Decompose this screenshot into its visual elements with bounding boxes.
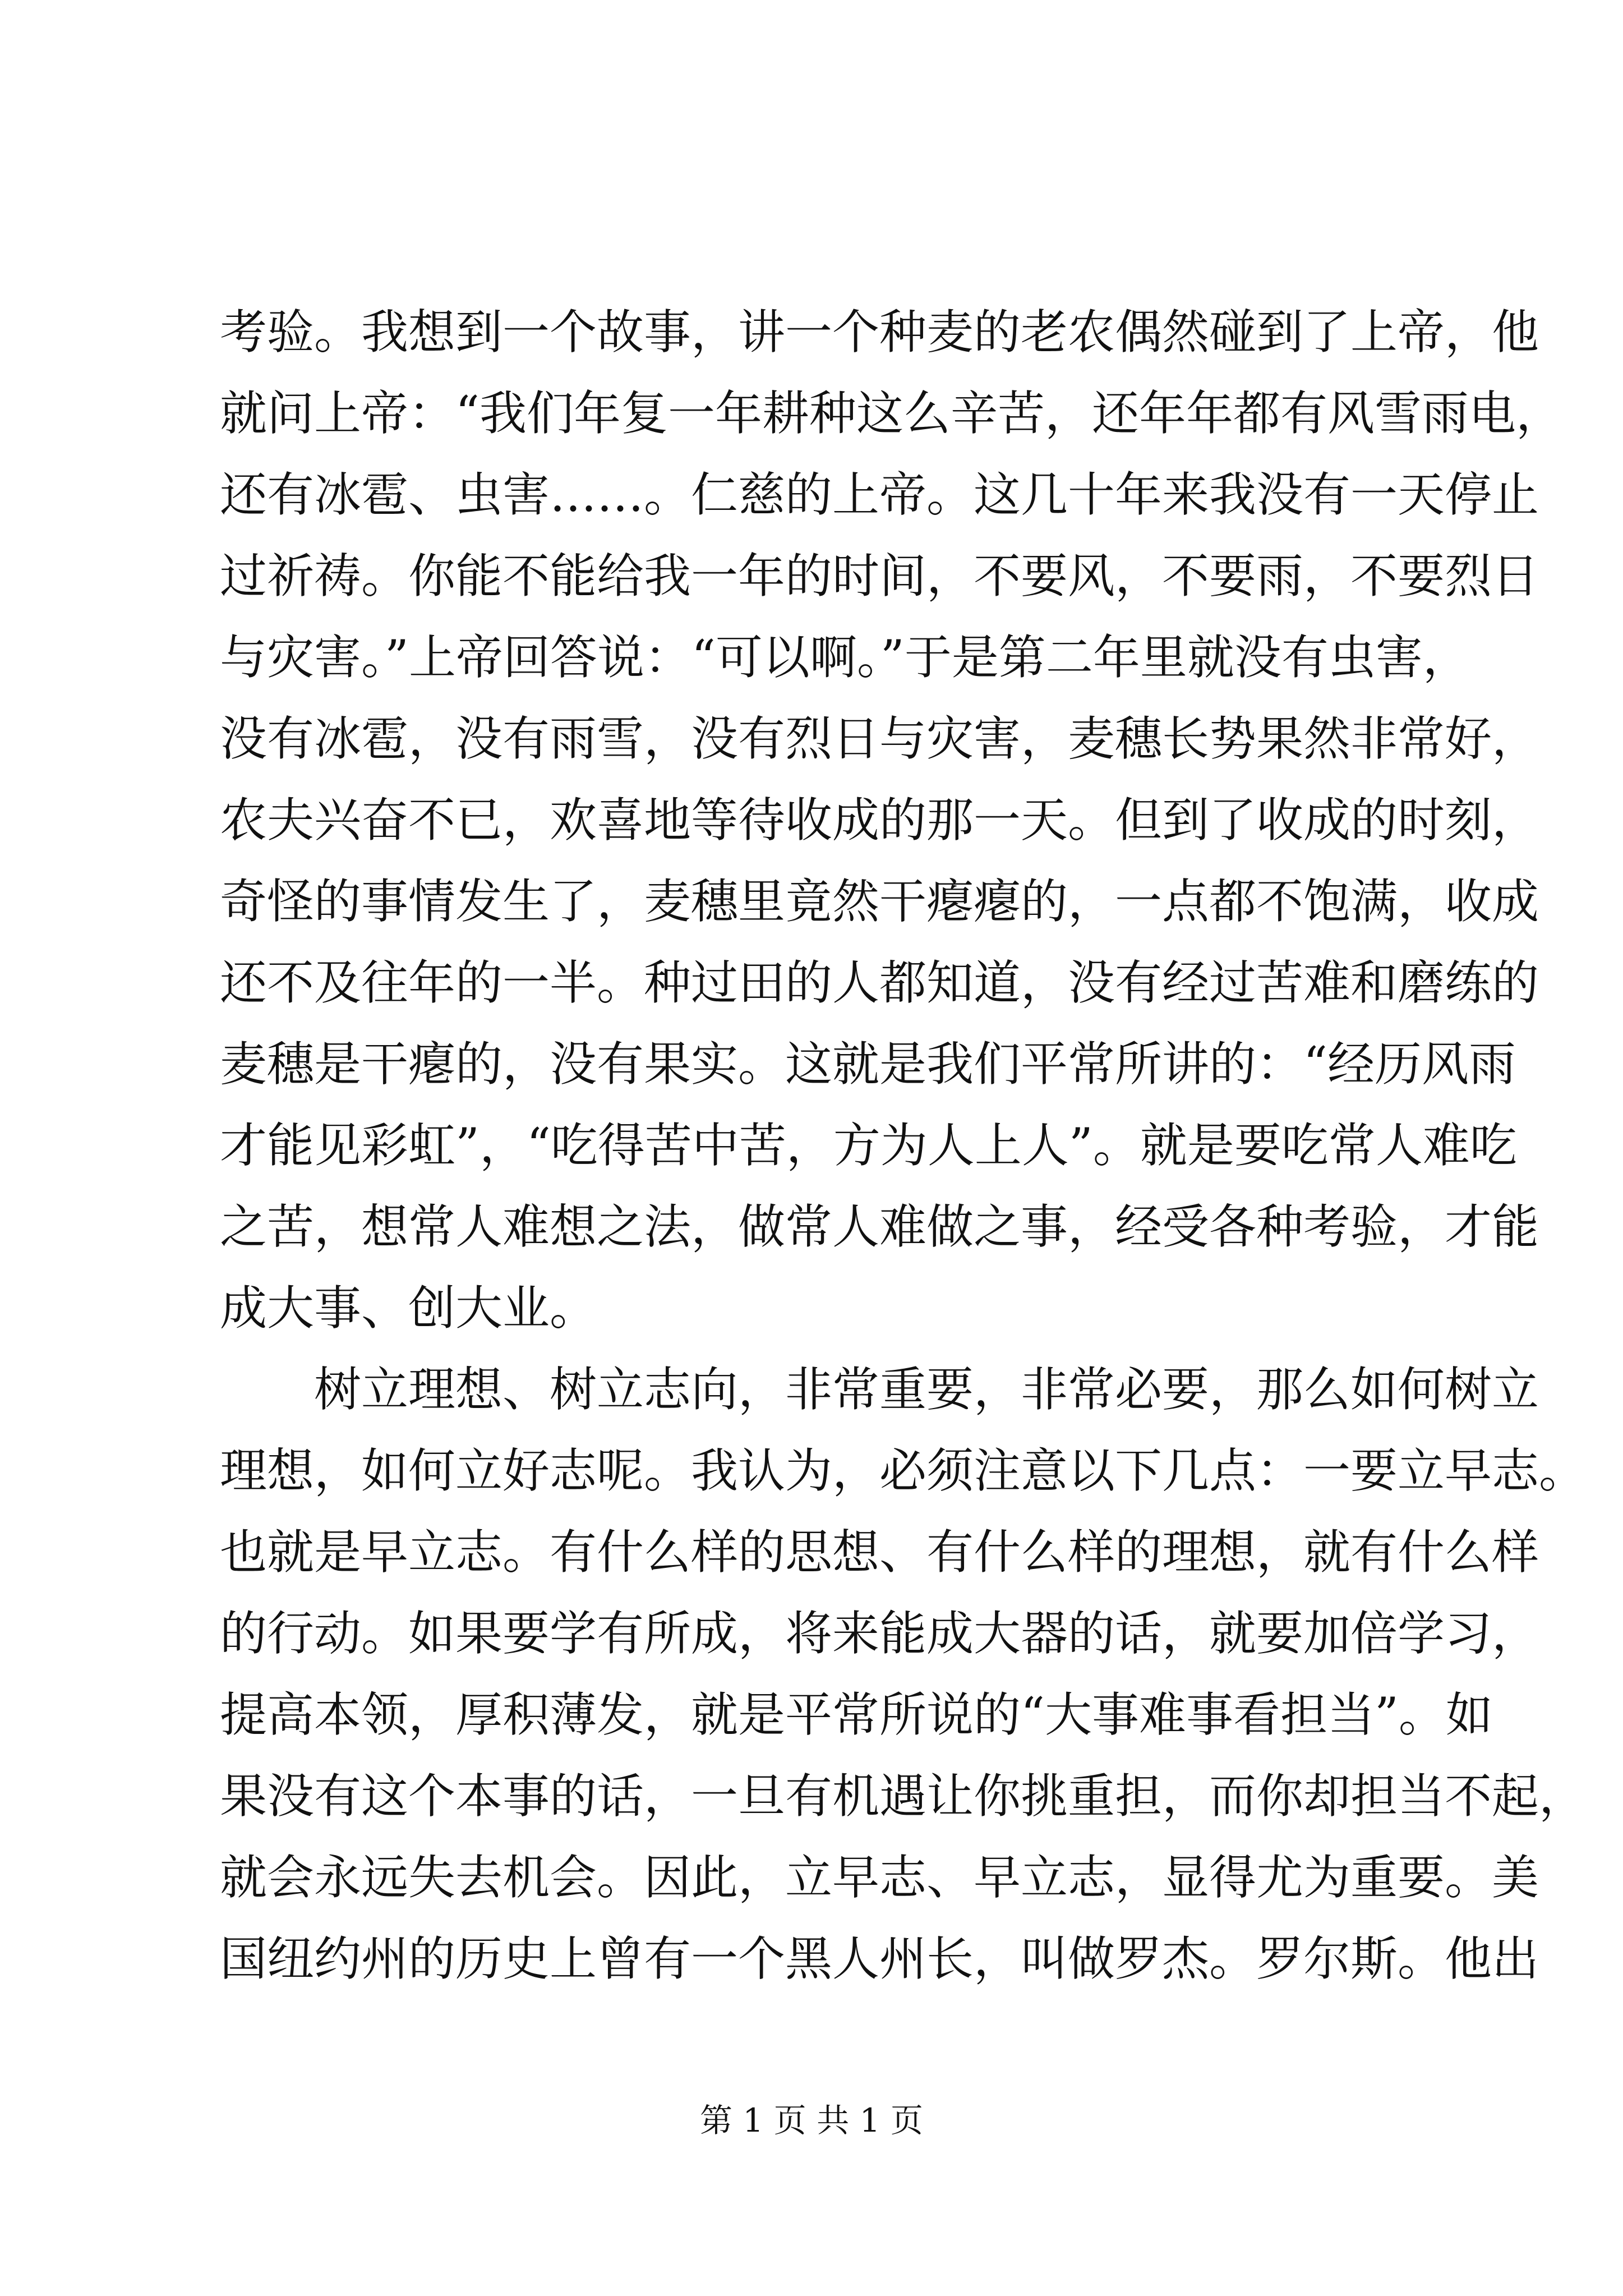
page-indicator: 第 1 页 共 1 页 [700, 2101, 923, 2139]
paragraph-line: 还有冰雹、虫害……。仁慈的上帝。这几十年来我没有一天停止 [220, 467, 1539, 522]
paragraph-line: 麦穗是干瘪的，没有果实。这就是我们平常所讲的：“经历风雨 [220, 1037, 1516, 1092]
paragraph-line: 农夫兴奋不已，欢喜地等待收成的那一天。但到了收成的时刻， [220, 793, 1539, 848]
paragraph-line: 还不及往年的一半。种过田的人都知道，没有经过苦难和磨练的 [220, 955, 1539, 1010]
paragraph-line: 树立理想、树立志向，非常重要，非常必要，那么如何树立 [314, 1362, 1539, 1417]
paragraph-line: 与灾害。”上帝回答说：“可以啊。”于是第二年里就没有虫害， [220, 630, 1470, 685]
paragraph-line: 奇怪的事情发生了，麦穗里竟然干瘪瘪的，一点都不饱满，收成 [220, 874, 1539, 929]
paragraph-line: 成大事、创大业。 [220, 1281, 597, 1336]
paragraph-line: 就会永远失去机会。因此，立早志、早立志，显得尤为重要。美 [220, 1850, 1539, 1905]
paragraph-line: 提高本领，厚积薄发，就是平常所说的“大事难事看担当”。如 [220, 1687, 1493, 1742]
document-body [220, 292, 1587, 2000]
paragraph-line: 没有冰雹，没有雨雪，没有烈日与灾害，麦穗长势果然非常好， [220, 711, 1539, 766]
paragraph-line: 过祈祷。你能不能给我一年的时间，不要风，不要雨，不要烈日 [220, 549, 1539, 604]
page-footer [0, 2098, 1623, 2143]
paragraph-line: 考验。我想到一个故事，讲一个种麦的老农偶然碰到了上帝，他 [220, 305, 1539, 360]
paragraph-line: 也就是早立志。有什么样的思想、有什么样的理想，就有什么样 [220, 1525, 1539, 1580]
paragraph-line: 的行动。如果要学有所成，将来能成大器的话，就要加倍学习， [220, 1606, 1539, 1661]
paragraph-line: 就问上帝：“我们年复一年耕种这么辛苦，还年年都有风雪雨电， [220, 386, 1563, 441]
paragraph-line: 之苦，想常人难想之法，做常人难做之事，经受各种考验，才能 [220, 1199, 1539, 1254]
paragraph-line: 果没有这个本事的话，一旦有机遇让你挑重担，而你却担当不起， [220, 1769, 1587, 1824]
paragraph-line: 才能见彩虹”，“吃得苦中苦，方为人上人”。就是要吃常人难吃 [220, 1118, 1517, 1173]
paragraph-line: 理想，如何立好志呢。我认为，必须注意以下几点：一要立早志。 [220, 1443, 1587, 1498]
paragraph-line: 国纽约州的历史上曾有一个黑人州长，叫做罗杰。罗尔斯。他出 [220, 1931, 1539, 1986]
